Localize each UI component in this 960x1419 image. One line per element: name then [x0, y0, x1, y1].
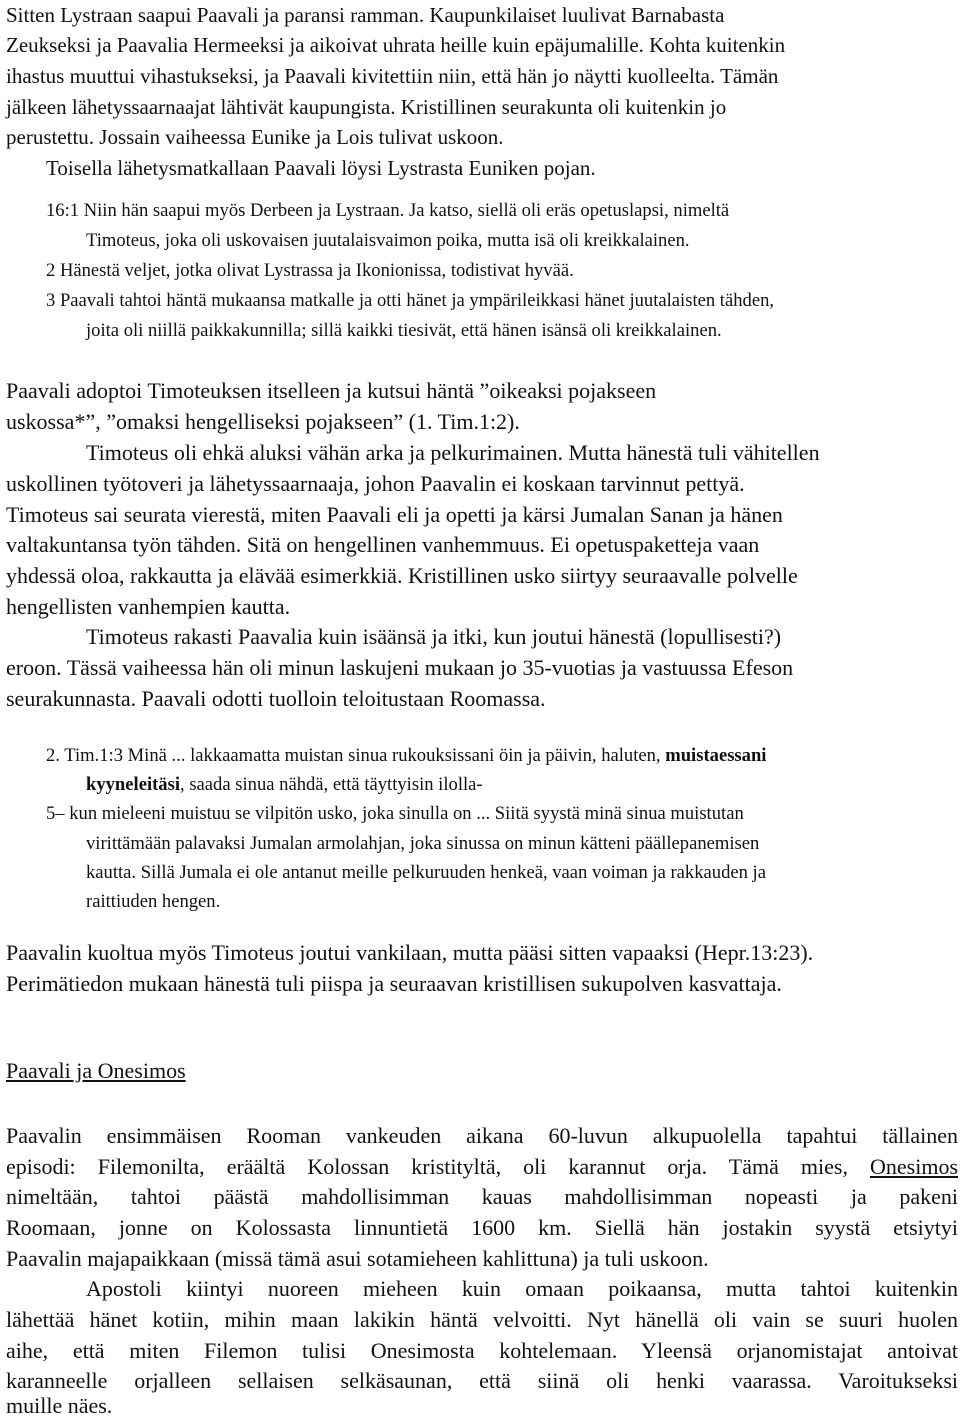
quote-line: 16:1 Niin hän saapui myös Derbeen ja Lystraan. Ja katso, siellä oli eräs opetuslapsi, nimeltä: [46, 200, 730, 221]
text-line: Apostoli kiintyi nuoreen mieheen kuin omaan poikaansa, mutta tahtoi kuitenkin: [86, 1276, 958, 1301]
text-line: uskollinen työtoveri ja lähetyssaarnaaja, johon Paavalin ei koskaan tarvinnut pettyä.: [6, 471, 745, 496]
text-line: karanneelle orjalleen sellaisen selkäsaunan, että siinä oli henki vaarassa. Varoitukseksi: [6, 1368, 958, 1393]
text-line: perustettu. Jossain vaiheessa Eunike ja Lois tulivat uskoon.: [6, 125, 504, 149]
text-line: Paavalin kuoltua myös Timoteus joutui vankilaan, mutta pääsi sitten vapaaksi (Hepr.13:23).: [6, 940, 814, 965]
text-line: valtakuntansa työn tähden. Sitä on hengellinen vanhemmuus. Ei opetuspaketteja vaan: [6, 532, 760, 557]
text-line: seurakunnasta. Paavali odotti tuolloin teloitustaan Roomassa.: [6, 686, 546, 711]
section-heading: Paavali ja Onesimos: [6, 1058, 186, 1083]
quote-line: [86, 772, 483, 798]
text-line: hengellisten vanhempien kautta.: [6, 594, 291, 619]
text-line: Perimätiedon mukaan hänestä tuli piispa ja seuraavan kristillisen sukupolven kasvattaja.: [6, 971, 782, 996]
text-line: Toisella lähetysmatkallaan Paavali löysi Lystrasta Euniken pojan.: [46, 156, 596, 180]
text-line: jälkeen lähetyssaarnaajat lähtivät kaupungista. Kristillinen seurakunta oli kuitenkin jo: [6, 95, 727, 119]
text-line: lähettää hänet kotiin, mihin maan lakikin häntä velvoitti. Nyt hänellä oli vain se suuri huolen: [6, 1307, 958, 1332]
quote-line: 5– kun mieleeni muistuu se vilpitön usko, joka sinulla on ... Siitä syystä minä sinua muistutan: [46, 803, 744, 824]
quote-text: 2. Tim.1:3 Minä ... lakkaamatta muistan sinua rukouksissani öin ja päivin, haluten,: [46, 745, 666, 766]
text-line: aihe, että miten Filemon tulisi Onesimosta kohtelemaan. Yleensä orjanomistajat antoivat: [6, 1338, 958, 1363]
quote-line: [46, 743, 766, 769]
quote-bold-text: kyyneleitäsi: [86, 774, 181, 795]
text-line: [6, 1154, 958, 1180]
underlined-name: Onesimos: [870, 1154, 958, 1179]
quote-bold-text: muistaessani: [665, 745, 767, 766]
text-line: Zeukseksi ja Paavalia Hermeeksi ja aikoivat uhrata heille kuin epäjumalille. Kohta kuitenkin: [6, 33, 786, 57]
text-line: uskossa*”, ”omaksi hengelliseksi pojakseen” (1. Tim.1:2).: [6, 409, 520, 434]
text-line: Roomaan, jonne on Kolossasta linnuntietä 1600 km. Siellä hän jostakin syystä etsiytyi: [6, 1215, 958, 1240]
quote-text: , saada sinua nähdä, että täyttyisin ilolla-: [180, 774, 483, 795]
quote-line: joita oli niillä paikkakunnilla; sillä kaikki tiesivät, että hänen isänsä oli kreikkalainen.: [86, 320, 722, 341]
quote-line: kautta. Sillä Jumala ei ole antanut meille pelkuruuden henkeä, vaan voiman ja rakkauden ja: [86, 862, 766, 883]
quote-line: 3 Paavali tahtoi häntä mukaansa matkalle ja otti hänet ja ympärileikkasi hänet juutalaisten tähden,: [46, 290, 775, 311]
text-segment: episodi: Filemonilta, eräältä Kolossan kristityltä, oli karannut orja. Tämä mies,: [6, 1154, 870, 1179]
text-line: Timoteus sai seurata vierestä, miten Paavali eli ja opetti ja kärsi Jumalan Sanan ja hänen: [6, 502, 783, 527]
text-line: Paavalin ensimmäisen Rooman vankeuden aikana 60-luvun alkupuolella tapahtui tällainen: [6, 1123, 958, 1148]
text-line: ihastus muuttui vihastukseksi, ja Paavali kivitettiin niin, että hän jo näytti kuolleelta. Tämän: [6, 64, 779, 88]
text-line: eroon. Tässä vaiheessa hän oli minun laskujeni mukaan jo 35-vuotias ja vastuussa Efeson: [6, 655, 794, 680]
text-line: muille näes.: [6, 1393, 113, 1418]
quote-line: Timoteus, joka oli uskovaisen juutalaisvaimon poika, mutta isä oli kreikkalainen.: [86, 230, 690, 251]
quote-line: virittämään palavaksi Jumalan armolahjan, joka sinussa on minun kätteni päällepanemisen: [86, 833, 760, 854]
quote-line: raittiuden hengen.: [86, 891, 221, 912]
text-line: Timoteus oli ehkä aluksi vähän arka ja pelkurimainen. Mutta hänestä tuli vähitellen: [86, 440, 820, 465]
quote-line: 2 Hänestä veljet, jotka olivat Lystrassa ja Ikonionissa, todistivat hyvää.: [46, 260, 574, 281]
text-line: yhdessä oloa, rakkautta ja elävää esimerkkiä. Kristillinen usko siirtyy seuraavalle polvelle: [6, 563, 798, 588]
text-line: Timoteus rakasti Paavalia kuin isäänsä ja itki, kun joutui hänestä (lopullisesti?): [86, 624, 782, 649]
text-line: Sitten Lystraan saapui Paavali ja paransi ramman. Kaupunkilaiset luulivat Barnabasta: [6, 3, 725, 27]
text-line: Paavali adoptoi Timoteuksen itselleen ja kutsui häntä ”oikeaksi pojakseen: [6, 378, 657, 403]
text-line: nimeltään, tahtoi päästä mahdollisimman kauas mahdollisimman nopeasti ja pakeni: [6, 1184, 958, 1209]
text-line: Paavalin majapaikkaan (missä tämä asui sotamieheen kahlittuna) ja tuli uskoon.: [6, 1246, 709, 1271]
